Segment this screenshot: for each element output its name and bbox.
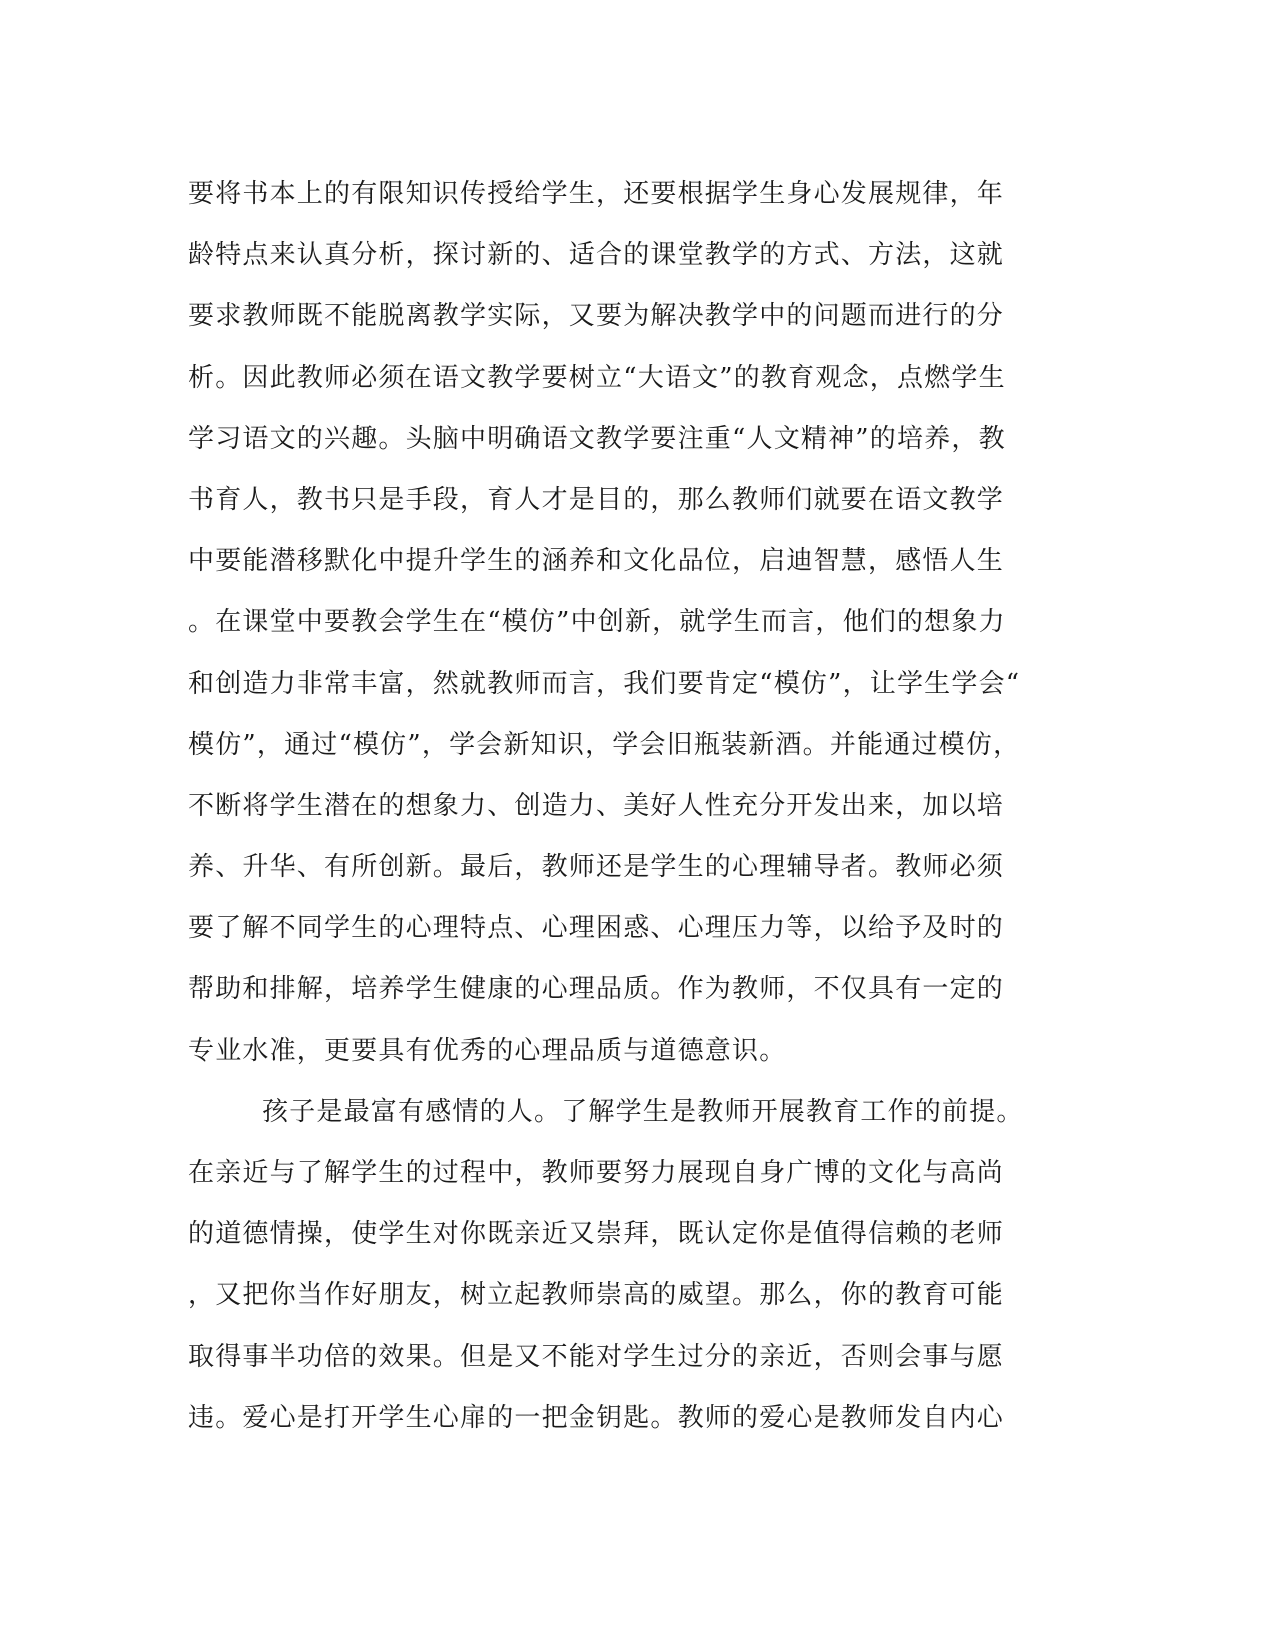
paragraph-2 — [188, 1082, 1068, 1449]
text-line-indented: 孩子是最富有感情的人。了解学生是教师开展教育工作的前提。 — [262, 1096, 1024, 1127]
text-line: 帮助和排解，培养学生健康的心理品质。作为教师，不仅具有一定的 — [188, 974, 1005, 1005]
text-line: 不断将学生潜在的想象力、创造力、美好人性充分开发出来，加以培 — [188, 790, 1005, 821]
text-line: 专业水准，更要具有优秀的心理品质与道德意识。 — [188, 1035, 787, 1066]
text-line: 。在课堂中要教会学生在“模仿”中创新，就学生而言，他们的想象力 — [188, 607, 1006, 638]
text-line: 和创造力非常丰富，然就教师而言，我们要肯定“模仿”，让学生学会“ — [188, 668, 1021, 699]
text-line: 要将书本上的有限知识传授给学生，还要根据学生身心发展规律，年 — [188, 179, 1005, 209]
text-line: 析。因此教师必须在语文教学要树立“大语文”的教育观念，点燃学生 — [188, 362, 1006, 393]
text-line: 书育人，教书只是手段，育人才是目的，那么教师们就要在语文教学 — [188, 484, 1005, 515]
text-line: 取得事半功倍的效果。但是又不能对学生过分的亲近，否则会事与愿 — [188, 1341, 1005, 1372]
text-line: 龄特点来认真分析，探讨新的、适合的课堂教学的方式、方法，这就 — [188, 240, 1005, 271]
text-line: 要求教师既不能脱离教学实际，又要为解决教学中的问题而进行的分 — [188, 301, 1005, 332]
text-line: 违。爱心是打开学生心扉的一把金钥匙。教师的爱心是教师发自内心 — [188, 1402, 1005, 1433]
paragraph-1 — [188, 164, 1068, 1082]
text-line: 要了解不同学生的心理特点、心理困惑、心理压力等，以给予及时的 — [188, 913, 1005, 944]
text-line: 养、升华、有所创新。最后，教师还是学生的心理辅导者。教师必须 — [188, 852, 1005, 883]
text-line: ，又把你当作好朋友，树立起教师崇高的威望。那么，你的教育可能 — [188, 1280, 1005, 1311]
text-line: 模仿”，通过“模仿”，学会新知识，学会旧瓶装新酒。并能通过模仿， — [188, 729, 1021, 760]
body-text — [188, 164, 1068, 1449]
text-line: 的道德情操，使学生对你既亲近又崇拜，既认定你是值得信赖的老师 — [188, 1219, 1005, 1250]
text-line: 在亲近与了解学生的过程中，教师要努力展现自身广博的文化与高尚 — [188, 1158, 1005, 1188]
text-line: 学习语文的兴趣。头脑中明确语文教学要注重“人文精神”的培养，教 — [188, 423, 1006, 454]
text-line: 中要能潜移默化中提升学生的涵养和文化品位，启迪智慧，感悟人生 — [188, 546, 1005, 577]
